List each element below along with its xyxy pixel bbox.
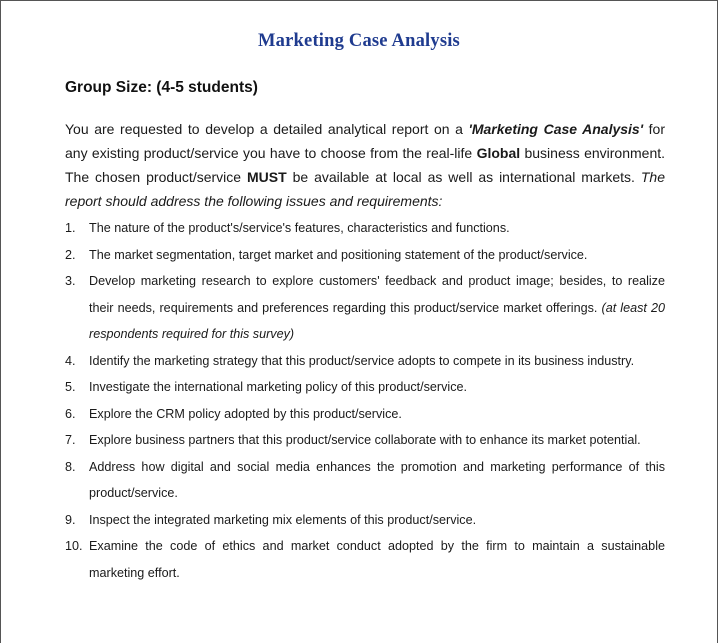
item-number: 10. [65, 539, 83, 553]
list-item [65, 401, 665, 428]
list-item [65, 242, 665, 269]
item-note: (at least 20 respondents required for this survey) [89, 300, 665, 341]
item-number: 7. [65, 433, 76, 447]
item-number: 6. [65, 406, 76, 421]
case-name-emphasis: 'Marketing Case Analysis' [468, 121, 644, 137]
item-text: Inspect the integrated marketing mix elements of this product/service. [89, 512, 477, 527]
list-item [65, 507, 665, 534]
item-text: The nature of the product's/service's features, characteristics and functions. [89, 221, 510, 235]
intro-italic-tail: The report should address the following issues and requirements: [65, 169, 665, 209]
list-item [65, 454, 665, 507]
item-text: Develop marketing research to explore customers' feedback and product image; besides, to realize their needs, requirements and preferences regarding this product/service market offerings. [89, 274, 665, 315]
item-number: 8. [65, 459, 76, 474]
requirements-list [65, 215, 665, 586]
list-item [65, 215, 665, 242]
item-text: Address how digital and social media enhances the promotion and marketing performance of this product/service. [89, 459, 665, 500]
item-number: 2. [65, 247, 76, 262]
global-emphasis: Global [476, 145, 521, 161]
item-text: Investigate the international marketing policy of this product/service. [89, 380, 468, 394]
item-text: Identify the marketing strategy that this product/service adopts to compete in its business industry. [89, 353, 635, 368]
list-item [65, 268, 665, 348]
must-emphasis: MUST [246, 169, 287, 185]
item-number: 9. [65, 512, 76, 527]
document-title: Marketing Case Analysis [258, 31, 460, 51]
intro-text-1: You are requested to develop a detailed analytical report on a [65, 121, 469, 137]
item-number: 4. [65, 353, 76, 368]
item-number: 5. [65, 380, 76, 394]
intro-text-3: business environment. The chosen product/service [65, 145, 666, 185]
list-item [65, 427, 665, 454]
item-number: 3. [65, 274, 76, 288]
group-size-heading: Group Size: (4-5 students) [65, 79, 258, 96]
intro-paragraph [65, 117, 665, 213]
list-item [65, 348, 665, 375]
item-text-wrapper [89, 268, 665, 348]
intro-text-4: be available at local as well as international markets. [286, 169, 641, 185]
intro-text-2: for any existing product/service you have to choose from the real-life [65, 121, 665, 161]
list-item [65, 374, 665, 401]
item-text: Explore the CRM policy adopted by this product/service. [89, 406, 402, 421]
item-number: 1. [65, 221, 76, 235]
item-text: The market segmentation, target market and positioning statement of the product/service. [89, 247, 588, 262]
list-item [65, 533, 665, 586]
item-text: Examine the code of ethics and market conduct adopted by the firm to maintain a sustainable marketing effort. [89, 539, 665, 580]
item-text: Explore business partners that this product/service collaborate with to enhance its market potential. [89, 433, 641, 447]
